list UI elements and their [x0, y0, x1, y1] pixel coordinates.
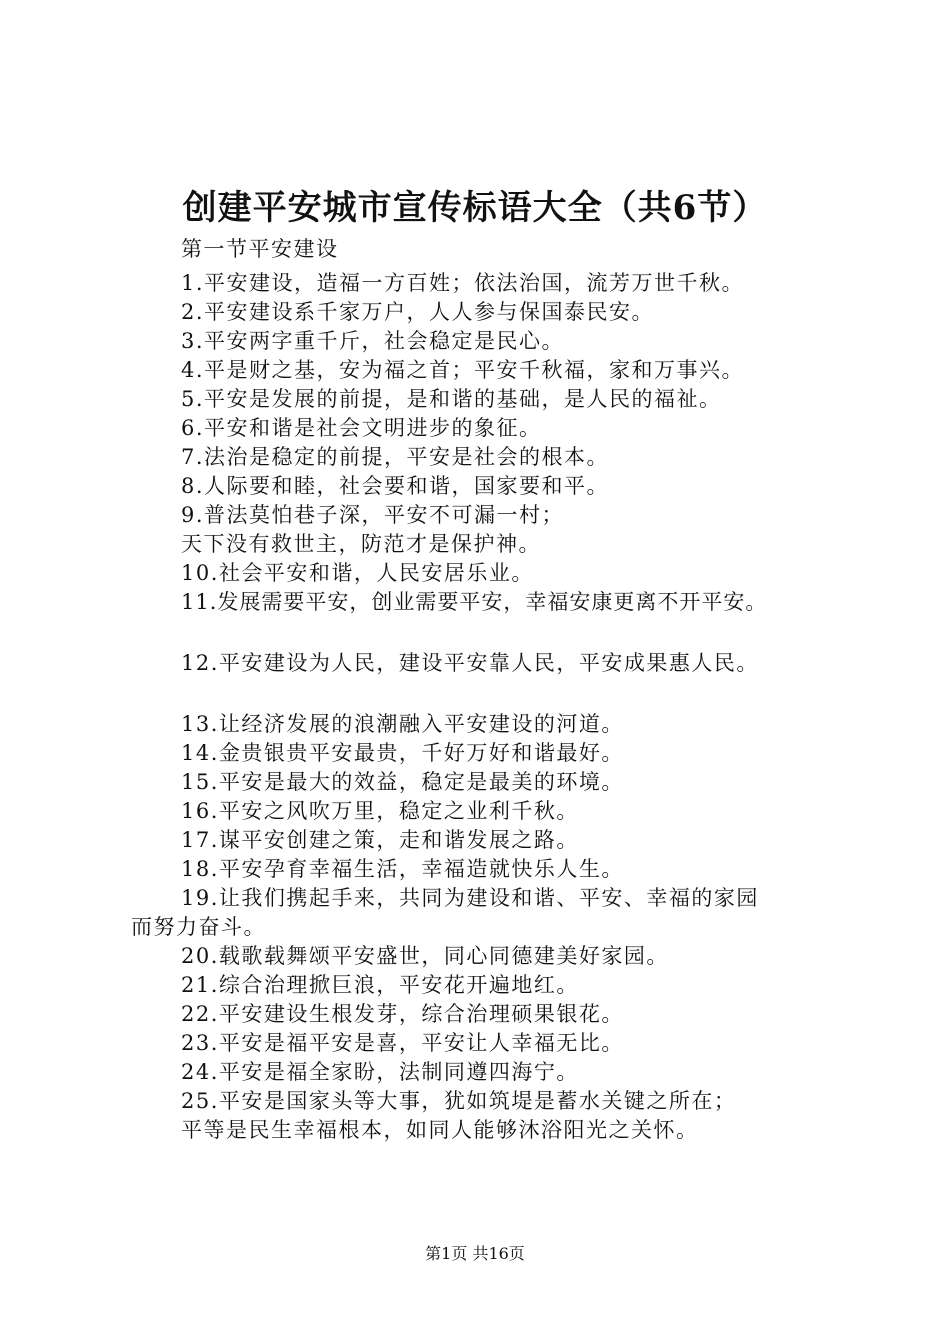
slogan-line: 14.金贵银贵平安最贵，千好万好和谐最好。 — [181, 741, 624, 765]
slogan-line: 天下没有救世主，防范才是保护神。 — [181, 532, 541, 556]
slogan-line: 5.平安是发展的前提，是和谐的基础，是人民的福祉。 — [181, 387, 722, 411]
slogan-line: 3.平安两字重千斤，社会稳定是民心。 — [181, 329, 565, 353]
slogan-line: 1.平安建设，造福一方百姓；依法治国，流芳万世千秋。 — [181, 271, 745, 295]
slogan-line: 18.平安孕育幸福生活，幸福造就快乐人生。 — [181, 857, 624, 881]
page-footer: 第1页 共16页 — [425, 1244, 525, 1263]
slogan-line: 6.平安和谐是社会文明进步的象征。 — [181, 416, 542, 440]
slogan-line: 而努力奋斗。 — [131, 915, 266, 939]
slogan-line: 10.社会平安和谐，人民安居乐业。 — [181, 561, 534, 585]
slogan-line: 24.平安是福全家盼，法制同遵四海宁。 — [181, 1060, 579, 1084]
slogan-line: 8.人际要和睦，社会要和谐，国家要和平。 — [181, 474, 610, 498]
slogan-line: 20.载歌载舞颂平安盛世，同心同德建美好家园。 — [181, 944, 669, 968]
slogan-line: 21.综合治理掀巨浪，平安花开遍地红。 — [181, 973, 579, 997]
slogan-line: 16.平安之风吹万里，稳定之业利千秋。 — [181, 799, 579, 823]
slogan-line: 9.普法莫怕巷子深，平安不可漏一村； — [181, 503, 565, 527]
slogan-line: 13.让经济发展的浪潮融入平安建设的河道。 — [181, 712, 624, 736]
slogan-line: 22.平安建设生根发芽，综合治理硕果银花。 — [181, 1002, 624, 1026]
slogan-line: 15.平安是最大的效益，稳定是最美的环境。 — [181, 770, 624, 794]
slogan-line: 12.平安建设为人民，建设平安靠人民，平安成果惠人民。 — [181, 651, 759, 675]
document-title: 创建平安城市宣传标语大全（共6节） — [182, 188, 768, 228]
slogan-line: 4.平是财之基，安为福之首；平安千秋福，家和万事兴。 — [181, 358, 745, 382]
slogan-line: 11.发展需要平安，创业需要平安，幸福安康更离不开平安。 — [181, 590, 768, 614]
slogan-line: 23.平安是福平安是喜，平安让人幸福无比。 — [181, 1031, 624, 1055]
slogan-line: 17.谋平安创建之策，走和谐发展之路。 — [181, 828, 579, 852]
slogan-line: 7.法治是稳定的前提，平安是社会的根本。 — [181, 445, 610, 469]
section-heading: 第一节平安建设 — [181, 237, 339, 261]
slogan-line: 19.让我们携起手来，共同为建设和谐、平安、幸福的家园 — [181, 886, 759, 910]
slogan-line: 平等是民生幸福根本，如同人能够沐浴阳光之关怀。 — [181, 1118, 699, 1142]
slogan-line: 25.平安是国家头等大事，犹如筑堤是蓄水关键之所在； — [181, 1089, 737, 1113]
slogan-line: 2.平安建设系千家万户，人人参与保国泰民安。 — [181, 300, 655, 324]
